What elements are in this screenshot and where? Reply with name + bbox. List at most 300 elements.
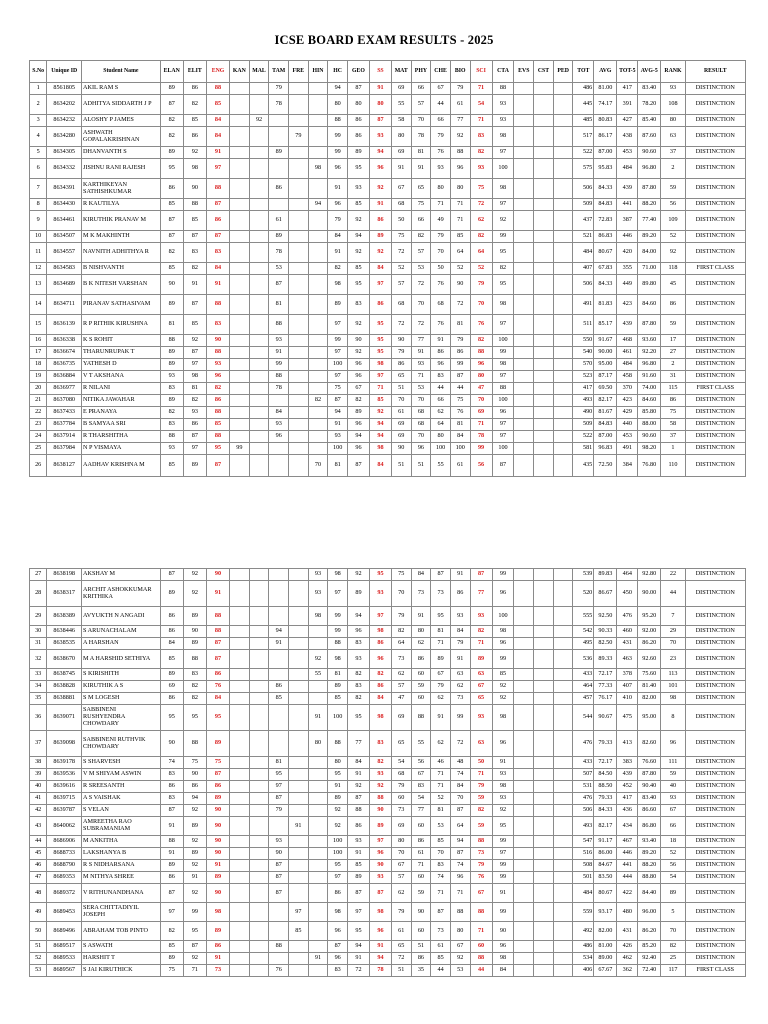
cell-avg: 81.00 [594, 941, 617, 953]
cell-ped [553, 407, 573, 419]
cell-avg5: 93.40 [638, 836, 661, 848]
cell-mat: 86 [391, 359, 411, 371]
cell-eng: 88 [206, 83, 229, 95]
cell-id: 8637080 [47, 395, 82, 407]
cell-tot: 407 [573, 263, 594, 275]
cell-kan [230, 681, 250, 693]
column-header-mat: MAT [391, 61, 411, 83]
cell-mat: 54 [391, 757, 411, 769]
cell-ss: 94 [369, 147, 391, 159]
cell-cst [534, 817, 554, 836]
cell-eng: 93 [206, 359, 229, 371]
cell-hc: 86 [328, 884, 348, 903]
cell-elan: 88 [160, 335, 183, 347]
cell-name: KIRUTHIK PRANAV M [82, 211, 161, 231]
cell-ped [553, 83, 573, 95]
cell-evs [514, 607, 534, 626]
cell-bio: 70 [450, 793, 470, 805]
cell-mal [249, 793, 269, 805]
cell-avg: 96.83 [594, 443, 617, 455]
cell-tot: 493 [573, 817, 594, 836]
cell-ped [553, 848, 573, 860]
cell-fre [289, 243, 309, 263]
cell-id: 8634507 [47, 231, 82, 243]
cell-elan: 82 [160, 243, 183, 263]
cell-tot5: 491 [617, 443, 638, 455]
cell-avg: 83.50 [594, 872, 617, 884]
cell-name: NITIKA JAWAHAR [82, 395, 161, 407]
cell-mat: 69 [391, 147, 411, 159]
cell-avg5: 71.00 [638, 263, 661, 275]
cell-evs [514, 243, 534, 263]
cell-name: YATHESH D [82, 359, 161, 371]
cell-elit: 89 [183, 607, 206, 626]
cell-tam [269, 669, 289, 681]
column-header-avg: AVG [594, 61, 617, 83]
cell-sno: 5 [30, 147, 47, 159]
cell-kan [230, 407, 250, 419]
cell-phy: 54 [411, 793, 431, 805]
cell-che: 87 [431, 903, 451, 922]
cell-hc: 75 [328, 383, 348, 395]
cell-name: NAVNITH ADHITHYA R [82, 243, 161, 263]
cell-id: 8689353 [47, 872, 82, 884]
cell-rank: 92 [661, 243, 685, 263]
cell-hin [308, 371, 328, 383]
cell-name: K S ROHIT [82, 335, 161, 347]
cell-avg5: 92.40 [638, 953, 661, 965]
cell-evs [514, 872, 534, 884]
cell-tam: 97 [269, 781, 289, 793]
cell-hin [308, 315, 328, 335]
cell-cst [534, 295, 554, 315]
cell-ss: 96 [369, 159, 391, 179]
cell-mat: 73 [391, 805, 411, 817]
cell-avg5: 88.00 [638, 419, 661, 431]
cell-che: 81 [431, 626, 451, 638]
cell-ss: 97 [369, 275, 391, 295]
cell-ped [553, 159, 573, 179]
cell-ss: 87 [369, 115, 391, 127]
cell-elan: 85 [160, 455, 183, 477]
cell-hin [308, 347, 328, 359]
cell-rank: 18 [661, 836, 685, 848]
cell-evs [514, 817, 534, 836]
cell-tot: 522 [573, 431, 594, 443]
cell-evs [514, 359, 534, 371]
cell-cst [534, 231, 554, 243]
cell-bio: 79 [450, 83, 470, 95]
cell-fre [289, 347, 309, 359]
cell-tot: 547 [573, 836, 594, 848]
cell-result: DISTINCTION [685, 231, 745, 243]
cell-eng: 95 [206, 443, 229, 455]
cell-bio: 84 [450, 626, 470, 638]
cell-elit: 92 [183, 860, 206, 872]
cell-kan [230, 211, 250, 231]
cell-mal [249, 211, 269, 231]
cell-che: 85 [431, 836, 451, 848]
cell-hc: 91 [328, 179, 348, 199]
cell-che: 80 [431, 179, 451, 199]
cell-cta: 92 [492, 805, 514, 817]
cell-rank: 29 [661, 626, 685, 638]
cell-avg5: 85.80 [638, 407, 661, 419]
cell-geo: 96 [347, 443, 369, 455]
cell-hc: 97 [328, 347, 348, 359]
cell-name: S VELAN [82, 805, 161, 817]
table-row [30, 903, 746, 922]
cell-geo: 94 [347, 231, 369, 243]
cell-sno: 27 [30, 569, 47, 581]
cell-sno: 50 [30, 922, 47, 941]
cell-hc: 88 [328, 115, 348, 127]
cell-avg: 93.17 [594, 903, 617, 922]
cell-result: DISTINCTION [685, 922, 745, 941]
cell-phy: 96 [411, 443, 431, 455]
cell-che: 70 [431, 848, 451, 860]
cell-eng: 91 [206, 147, 229, 159]
cell-name: S ARUNACHALAM [82, 626, 161, 638]
cell-hin [308, 263, 328, 275]
cell-rank: 1 [661, 443, 685, 455]
cell-avg: 86.67 [594, 581, 617, 607]
cell-tot5: 384 [617, 455, 638, 477]
cell-ped [553, 953, 573, 965]
cell-tam: 87 [269, 793, 289, 805]
cell-evs [514, 953, 534, 965]
cell-cta: 82 [492, 263, 514, 275]
cell-avg5: 86.20 [638, 922, 661, 941]
cell-ped [553, 211, 573, 231]
cell-geo: 85 [347, 860, 369, 872]
cell-geo: 83 [347, 638, 369, 650]
cell-bio: 92 [450, 953, 470, 965]
cell-che: 71 [431, 638, 451, 650]
cell-kan [230, 275, 250, 295]
cell-phy: 91 [411, 607, 431, 626]
cell-kan [230, 965, 250, 977]
cell-hin [308, 922, 328, 941]
cell-tot5: 378 [617, 669, 638, 681]
column-header-sci: SCI [470, 61, 492, 83]
cell-kan [230, 872, 250, 884]
cell-fre [289, 419, 309, 431]
cell-rank: 108 [661, 95, 685, 115]
cell-sno: 23 [30, 419, 47, 431]
cell-elit: 95 [183, 922, 206, 941]
cell-bio: 88 [450, 147, 470, 159]
cell-hc: 91 [328, 781, 348, 793]
cell-hc: 80 [328, 757, 348, 769]
cell-phy: 70 [411, 115, 431, 127]
cell-name: V RITHUNANDHANA [82, 884, 161, 903]
cell-che: 62 [431, 407, 451, 419]
cell-ss: 93 [369, 127, 391, 147]
cell-result: DISTINCTION [685, 817, 745, 836]
cell-bio: 72 [450, 731, 470, 757]
cell-result: DISTINCTION [685, 115, 745, 127]
cell-id: 8634332 [47, 159, 82, 179]
cell-tam: 81 [269, 295, 289, 315]
cell-ss: 95 [369, 347, 391, 359]
table-header-row [30, 61, 746, 83]
cell-bio: 79 [450, 335, 470, 347]
cell-mal [249, 872, 269, 884]
cell-evs [514, 793, 534, 805]
cell-mal [249, 769, 269, 781]
cell-elit: 90 [183, 626, 206, 638]
cell-fre: 79 [289, 127, 309, 147]
cell-rank: 80 [661, 115, 685, 127]
cell-geo: 89 [347, 581, 369, 607]
cell-kan [230, 455, 250, 477]
cell-cta: 100 [492, 335, 514, 347]
cell-che: 68 [431, 295, 451, 315]
cell-elan: 87 [160, 805, 183, 817]
cell-geo: 92 [347, 315, 369, 335]
cell-ss: 92 [369, 781, 391, 793]
cell-name: SABBINENI RUSHYENDRA CHOWDARY [82, 705, 161, 731]
cell-mal [249, 681, 269, 693]
cell-cst [534, 922, 554, 941]
cell-phy: 70 [411, 431, 431, 443]
cell-kan [230, 335, 250, 347]
cell-evs [514, 179, 534, 199]
cell-cst [534, 769, 554, 781]
cell-ped [553, 295, 573, 315]
cell-kan [230, 159, 250, 179]
cell-rank: 40 [661, 781, 685, 793]
cell-tam [269, 443, 289, 455]
cell-che: 76 [431, 147, 451, 159]
cell-tot: 445 [573, 95, 594, 115]
cell-ped [553, 769, 573, 781]
column-header-phy: PHY [411, 61, 431, 83]
cell-ped [553, 884, 573, 903]
cell-avg5: 84.40 [638, 884, 661, 903]
cell-tot5: 460 [617, 626, 638, 638]
cell-ped [553, 638, 573, 650]
cell-cst [534, 941, 554, 953]
cell-ped [553, 922, 573, 941]
cell-mal [249, 781, 269, 793]
cell-eng: 90 [206, 817, 229, 836]
cell-mat: 75 [391, 569, 411, 581]
cell-elan: 86 [160, 607, 183, 626]
cell-rank: 115 [661, 383, 685, 395]
cell-tam: 93 [269, 335, 289, 347]
cell-kan [230, 848, 250, 860]
cell-cta: 99 [492, 231, 514, 243]
table-row [30, 335, 746, 347]
cell-mat: 67 [391, 179, 411, 199]
cell-result: DISTINCTION [685, 848, 745, 860]
cell-ped [553, 395, 573, 407]
cell-hc: 97 [328, 315, 348, 335]
cell-rank: 63 [661, 127, 685, 147]
results-table-page-2 [29, 568, 746, 977]
cell-mal [249, 395, 269, 407]
cell-hc: 98 [328, 903, 348, 922]
cell-tam [269, 199, 289, 211]
cell-ped [553, 115, 573, 127]
cell-fre [289, 455, 309, 477]
cell-ss: 90 [369, 805, 391, 817]
cell-kan [230, 83, 250, 95]
cell-id: 8638881 [47, 693, 82, 705]
cell-fre [289, 805, 309, 817]
cell-eng: 85 [206, 419, 229, 431]
cell-mat: 61 [391, 922, 411, 941]
cell-tot: 520 [573, 581, 594, 607]
cell-id: 8639715 [47, 793, 82, 805]
cell-mal [249, 693, 269, 705]
cell-rank: 2 [661, 359, 685, 371]
cell-avg5: 84.60 [638, 295, 661, 315]
cell-evs [514, 581, 534, 607]
cell-mat: 57 [391, 872, 411, 884]
cell-ss: 95 [369, 569, 391, 581]
cell-geo: 67 [347, 383, 369, 395]
cell-hc: 99 [328, 147, 348, 159]
cell-id: 8638127 [47, 455, 82, 477]
cell-name: V M SHIYAM ASWIN [82, 769, 161, 781]
table-row [30, 443, 746, 455]
cell-evs [514, 848, 534, 860]
cell-eng: 88 [206, 295, 229, 315]
cell-bio: 92 [450, 127, 470, 147]
cell-sno: 20 [30, 383, 47, 395]
cell-id: 8634689 [47, 275, 82, 295]
cell-id: 8634711 [47, 295, 82, 315]
cell-result: DISTINCTION [685, 805, 745, 817]
cell-tam: 90 [269, 848, 289, 860]
cell-tot: 476 [573, 731, 594, 757]
cell-rank: 113 [661, 669, 685, 681]
cell-cst [534, 159, 554, 179]
cell-sci: 73 [470, 848, 492, 860]
cell-mat: 72 [391, 953, 411, 965]
cell-cst [534, 793, 554, 805]
cell-elan: 86 [160, 626, 183, 638]
cell-id: 8637784 [47, 419, 82, 431]
cell-sno: 34 [30, 681, 47, 693]
cell-elan: 89 [160, 395, 183, 407]
column-header-tot5: TOT-5 [617, 61, 638, 83]
cell-sno: 26 [30, 455, 47, 477]
cell-kan [230, 431, 250, 443]
cell-mal [249, 147, 269, 159]
cell-eng: 76 [206, 681, 229, 693]
cell-phy: 60 [411, 817, 431, 836]
cell-avg: 95.00 [594, 359, 617, 371]
cell-ss: 95 [369, 335, 391, 347]
cell-ped [553, 347, 573, 359]
table-row [30, 127, 746, 147]
cell-geo: 92 [347, 243, 369, 263]
cell-tam: 79 [269, 805, 289, 817]
cell-eng: 83 [206, 315, 229, 335]
cell-tot5: 417 [617, 793, 638, 805]
cell-avg: 67.67 [594, 965, 617, 977]
cell-evs [514, 731, 534, 757]
cell-mat: 50 [391, 211, 411, 231]
cell-name: M K MAKHINTH [82, 231, 161, 243]
cell-name: ARCHIT ASHOKKUMAR KRITHIKA [82, 581, 161, 607]
cell-sci: 93 [470, 607, 492, 626]
cell-elan: 87 [160, 211, 183, 231]
cell-kan [230, 860, 250, 872]
cell-kan [230, 607, 250, 626]
cell-elit: 97 [183, 359, 206, 371]
cell-tot: 509 [573, 419, 594, 431]
cell-ss: 78 [369, 965, 391, 977]
cell-geo: 92 [347, 569, 369, 581]
cell-geo: 96 [347, 419, 369, 431]
cell-eng: 88 [206, 179, 229, 199]
cell-bio: 61 [450, 95, 470, 115]
table-row [30, 941, 746, 953]
cell-avg5: 87.80 [638, 315, 661, 335]
cell-name: R NILANI [82, 383, 161, 395]
cell-eng: 84 [206, 263, 229, 275]
cell-elan: 89 [160, 581, 183, 607]
column-header-bio: BIO [450, 61, 470, 83]
cell-elit: 92 [183, 335, 206, 347]
cell-geo: 97 [347, 903, 369, 922]
cell-hin: 93 [308, 581, 328, 607]
cell-che: 55 [431, 455, 451, 477]
cell-name: M A HARSHID SETHIYA [82, 650, 161, 669]
cell-name: R P RITHIK KIRUSHNA [82, 315, 161, 335]
cell-mal [249, 159, 269, 179]
cell-fre [289, 669, 309, 681]
cell-phy: 91 [411, 159, 431, 179]
cell-mal [249, 884, 269, 903]
cell-cta: 92 [492, 681, 514, 693]
cell-tam: 84 [269, 407, 289, 419]
cell-fre [289, 769, 309, 781]
cell-tam: 96 [269, 431, 289, 443]
cell-fre [289, 638, 309, 650]
cell-mat: 51 [391, 383, 411, 395]
cell-bio: 87 [450, 371, 470, 383]
cell-hc: 96 [328, 953, 348, 965]
cell-tam [269, 581, 289, 607]
cell-phy: 80 [411, 626, 431, 638]
cell-tot5: 484 [617, 359, 638, 371]
cell-name: AKIL RAM S [82, 83, 161, 95]
cell-mat: 80 [391, 127, 411, 147]
cell-ss: 83 [369, 731, 391, 757]
cell-elit: 89 [183, 817, 206, 836]
table-row [30, 581, 746, 607]
cell-elan: 69 [160, 681, 183, 693]
cell-mat: 72 [391, 315, 411, 335]
cell-avg5: 83.40 [638, 83, 661, 95]
cell-fre [289, 781, 309, 793]
cell-ped [553, 569, 573, 581]
cell-kan [230, 953, 250, 965]
cell-hin [308, 179, 328, 199]
cell-hin [308, 295, 328, 315]
cell-avg5: 86.60 [638, 805, 661, 817]
cell-avg: 72.17 [594, 669, 617, 681]
cell-mat: 75 [391, 231, 411, 243]
cell-tot: 559 [573, 903, 594, 922]
cell-bio: 44 [450, 383, 470, 395]
